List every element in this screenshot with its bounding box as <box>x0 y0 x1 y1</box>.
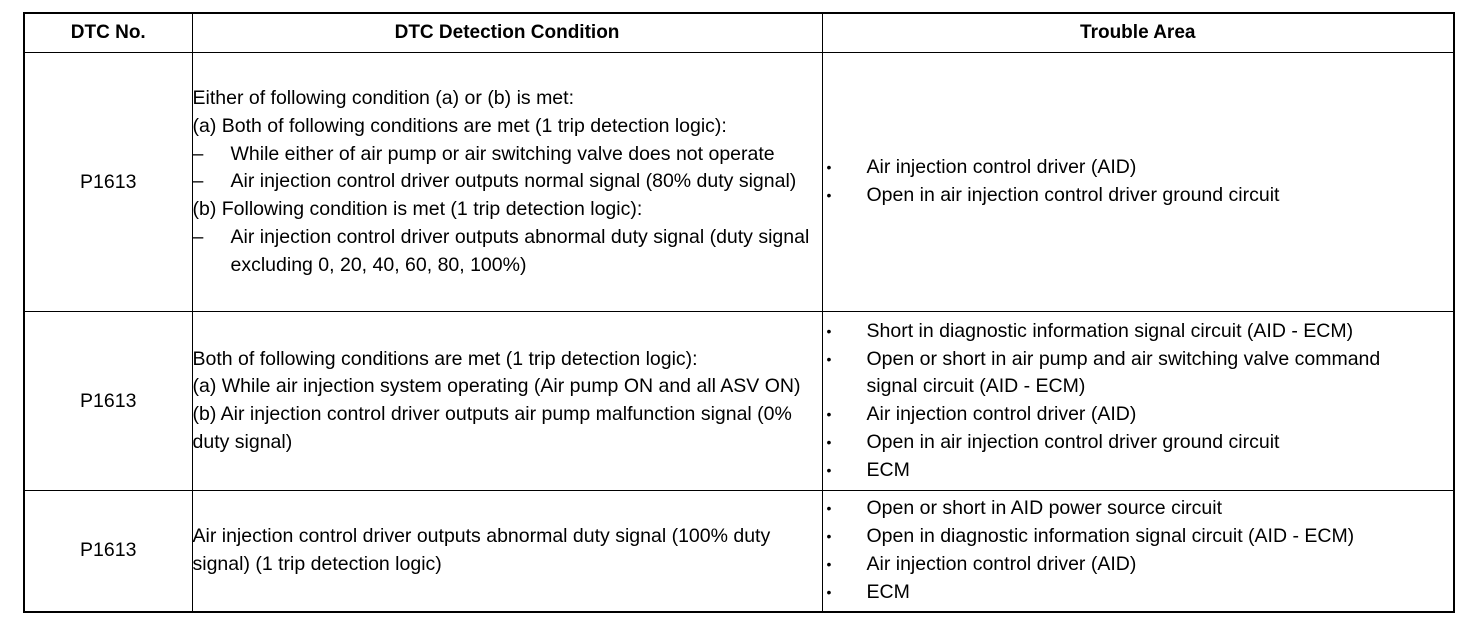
trouble-item <box>823 457 1454 485</box>
header-condition: DTC Detection Condition <box>192 13 822 53</box>
trouble-area <box>822 490 1454 612</box>
dtc-code: P1613 <box>24 490 192 612</box>
bullet-marker: • <box>826 500 832 517</box>
trouble-item <box>823 318 1454 346</box>
trouble-item <box>823 346 1454 402</box>
trouble-item <box>823 182 1454 210</box>
condition-dash-text: Air injection control driver outputs normal signal (80% duty signal) <box>230 170 797 193</box>
trouble-item-text: Open or short in air pump and air switching valve command signal circuit (AID - ECM) <box>866 347 1381 398</box>
trouble-item <box>823 154 1454 182</box>
condition-dash-text: While either of air pump or air switching valve does not operate <box>230 142 775 165</box>
trouble-item <box>823 429 1454 457</box>
condition-dash-item <box>193 168 822 196</box>
detection-condition <box>192 53 822 312</box>
trouble-item <box>823 523 1454 551</box>
trouble-item-text: Air injection control driver (AID) <box>866 403 1137 426</box>
trouble-item-text: Open in air injection control driver ground circuit <box>866 430 1280 453</box>
condition-line: Both of following conditions are met (1 trip detection logic): <box>192 347 698 370</box>
condition-dash-item <box>193 141 822 169</box>
table-row <box>24 312 1454 491</box>
bullet-marker: • <box>826 406 832 423</box>
table-row <box>24 490 1454 612</box>
dash-marker: – <box>192 225 204 248</box>
condition-line: (b) Air injection control driver outputs air pump malfunction signal (0% duty signal) <box>192 403 792 453</box>
trouble-item-text: ECM <box>866 580 910 603</box>
trouble-item-text: Open in diagnostic information signal circuit (AID - ECM) <box>866 525 1355 548</box>
condition-line: Either of following condition (a) or (b) is met: <box>192 86 574 109</box>
trouble-area <box>822 312 1454 491</box>
header-trouble-area: Trouble Area <box>822 13 1454 53</box>
dtc-code: P1613 <box>24 53 192 312</box>
trouble-item <box>823 551 1454 579</box>
condition-dash-text: Air injection control driver outputs abnormal duty signal (duty signal excluding 0, 20, 40, 60, 80, 100%) <box>230 225 810 276</box>
bullet-marker: • <box>826 322 832 339</box>
bullet-marker: • <box>826 528 832 545</box>
bullet-marker: • <box>826 159 832 176</box>
dtc-code: P1613 <box>24 312 192 491</box>
bullet-marker: • <box>826 187 832 204</box>
trouble-item <box>823 495 1454 523</box>
bullet-marker: • <box>826 583 832 600</box>
condition-line: (a) Both of following conditions are met (1 trip detection logic): <box>192 114 727 137</box>
bullet-marker: • <box>826 350 832 367</box>
detection-condition <box>192 490 822 612</box>
trouble-item-text: Short in diagnostic information signal circuit (AID - ECM) <box>866 319 1354 342</box>
bullet-marker: • <box>826 461 832 478</box>
condition-dash-item <box>193 224 822 280</box>
trouble-item-text: Air injection control driver (AID) <box>866 552 1137 575</box>
header-row <box>24 13 1454 53</box>
header-dtc-no: DTC No. <box>24 13 192 53</box>
trouble-item-text: Open in air injection control driver ground circuit <box>866 184 1280 207</box>
dtc-table <box>23 12 1455 613</box>
dash-marker: – <box>192 170 204 193</box>
condition-line: (b) Following condition is met (1 trip detection logic): <box>192 198 643 221</box>
dash-marker: – <box>192 142 204 165</box>
detection-condition <box>192 312 822 491</box>
trouble-item-text: Open or short in AID power source circuit <box>866 497 1222 520</box>
trouble-item <box>823 401 1454 429</box>
trouble-item-text: ECM <box>866 458 910 481</box>
condition-line: (a) While air injection system operating (Air pump ON and all ASV ON) <box>192 375 801 398</box>
trouble-item <box>823 579 1454 607</box>
trouble-area <box>822 53 1454 312</box>
table-row <box>24 53 1454 312</box>
bullet-marker: • <box>826 433 832 450</box>
bullet-marker: • <box>826 555 832 572</box>
condition-line: Air injection control driver outputs abnormal duty signal (100% duty signal) (1 trip detection logic) <box>192 525 771 575</box>
trouble-item-text: Air injection control driver (AID) <box>866 156 1137 179</box>
